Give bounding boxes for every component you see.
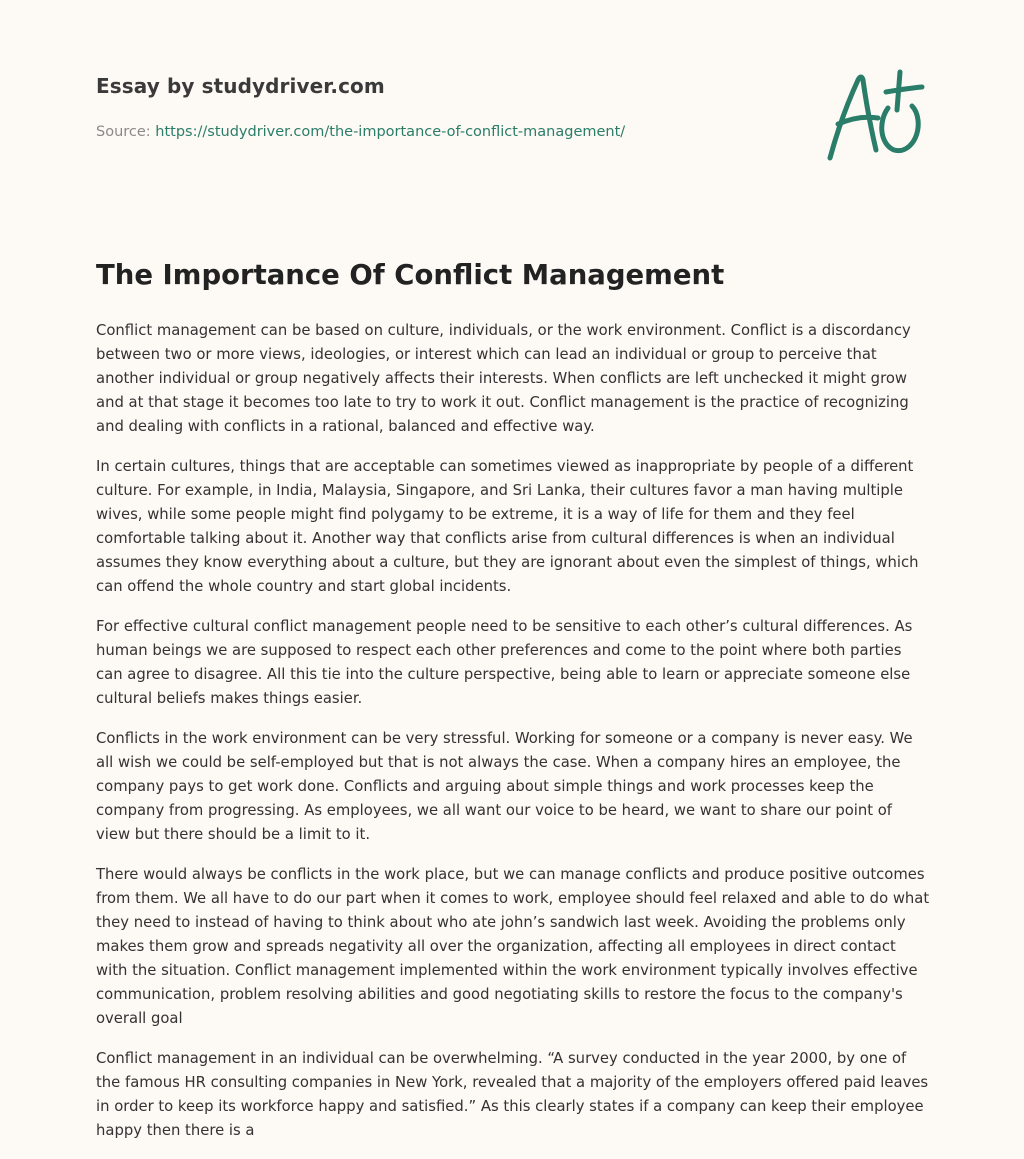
paragraph: Conflicts in the work environment can be very stressful. Working for someone or a company is never easy. We all wish we could be self-employed but that is not always the case. When a company hires an employee, the company pays to get work done. Conflicts and arguing about simple things and work processes keep the company from progressing. As employees, we all want our voice to be heard, we want to share our point of view but there should be a limit to it.: [96, 730, 913, 843]
paragraph: In certain cultures, things that are acceptable can sometimes viewed as inappropriate by people of a different culture. For example, in India, Malaysia, Singapore, and Sri Lanka, their cultures favor a man having multiple wives, while some people might find polygamy to be extreme, it is a way of life for them and they feel comfortable talking about it. Another way that conflicts arise from cultural differences is when an individual assumes they know everything about a culture, but they are ignorant about even the simplest of things, which can offend the whole country and start global incidents.: [96, 458, 919, 595]
paragraph: There would always be conflicts in the work place, but we can manage conflicts and produce positive outcomes from them. We all have to do our part when it comes to work, employee should feel relaxed and able to do what they need to instead of having to think about who ate john’s sandwich last week. Avoiding the problems only makes them grow and spreads negativity all over the organization, affecting all employees in direct contact with the situation. Conflict management implemented within the work environment typically involves effective communication, problem resolving abilities and good negotiating skills to restore the focus to the company's overall goal: [96, 866, 930, 1027]
source-link[interactable]: https://studydriver.com/the-importance-of-conflict-management/: [155, 124, 626, 140]
a-plus-grade-icon: [822, 66, 928, 166]
source-line: [96, 124, 796, 140]
paragraph: For effective cultural conflict management people need to be sensitive to each other’s cultural differences. As human beings we are supposed to respect each other preferences and come to the point where both parties can agree to disagree. All this tie into the culture perspective, being able to learn or appreciate someone else cultural beliefs makes things easier.: [96, 618, 913, 707]
page-header: [96, 74, 796, 140]
a-plus-logo-svg: [822, 66, 928, 166]
paragraph: Conflict management can be based on culture, individuals, or the work environment. Conflict is a discordancy between two or more views, ideologies, or interest which can lead an individual or group to perceive that another individual or group negatively affects their interests. When conflicts are left unchecked it might grow and at that stage it becomes too late to try to work it out. Conflict management is the practice of recognizing and dealing with conflicts in a rational, balanced and effective way.: [96, 322, 911, 435]
article-body: [96, 256, 930, 1159]
article-title: The Importance Of Conflict Management: [96, 259, 725, 291]
site-title: Essay by studydriver.com: [96, 74, 385, 98]
paragraph: Conflict management in an individual can be overwhelming. “A survey conducted in the year 2000, by one of the famous HR consulting companies in New York, revealed that a majority of the employers offered paid leaves in order to keep its workforce happy and satisfied.” As this clearly states if a company can keep their employee happy then there is a: [96, 1050, 929, 1139]
source-label: Source:: [96, 124, 151, 140]
